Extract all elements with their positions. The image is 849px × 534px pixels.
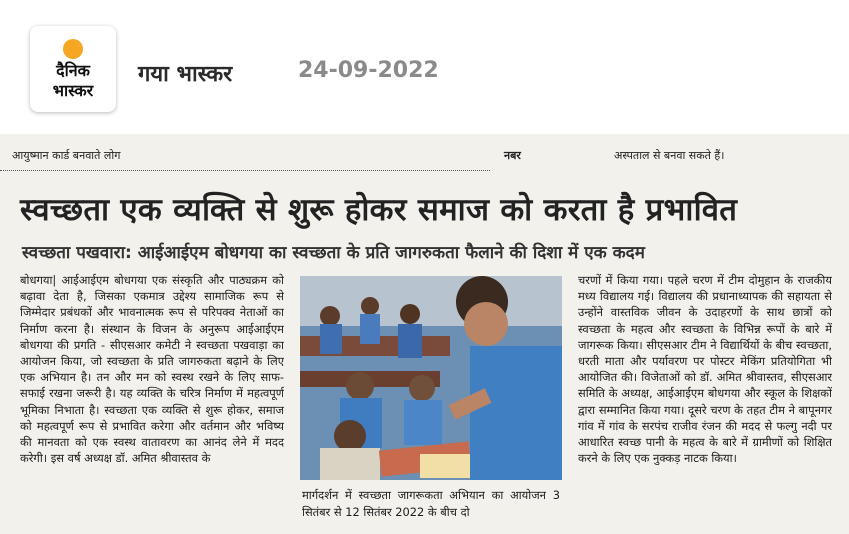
page-header <box>0 0 849 120</box>
classroom-photo-illustration <box>300 276 562 480</box>
column-3-text: चरणों में किया गया। पहले चरण में टीम दोमुहान के राजकीय मध्य विद्यालय गई। विद्यालय की प्रधानाध्यापक की सहायता से उन्होंने वास्तविक जीवन के उदाहरणों के साथ छात्रों को स्वच्छता के महत्व और स्वच्छता के विभिन्न रूपों के बारे में जागरूक किया। सीएसआर टीम ने विद्यार्थियों के बीच स्वच्छता, धरती माता और पर्यावरण पर पोस्टर मेकिंग प्रतियोगिता भी आयोजित की। विजेताओं को डॉ. अमित श्रीवास्तव, सीएसआर समिति के अध्यक्ष, आईआईएम बोधगया और स्कूल के शिक्षकों द्वारा सम्मानित किया गया। दूसरे चरण के तहत टीम ने बापूनगर गांव में गांव के सरपंच राजीव रंजन की मदद से फल्गु नदी पर आधारित स्वच्छ पानी के महत्व के बारे में ग्रामीणों को शिक्षित करने के लिए एक नुक्कड़ नाटक किया। <box>578 273 832 466</box>
logo-text-dainik: दैनिक <box>56 61 90 80</box>
article-photo <box>300 276 562 480</box>
article-column-1 <box>20 272 284 524</box>
photo-caption-text: मार्गदर्शन में स्वच्छता जागरूकता अभियान का आयोजन 3 सितंबर से 12 सितंबर 2022 के बीच दो <box>302 488 560 519</box>
article-subheadline: स्वच्छता पखवारा: आईआईएम बोधगया का स्वच्छता के प्रति जागरुकता फैलाने की दिशा में एक कदम <box>22 243 645 263</box>
column-1-text: बोधगया| आईआईएम बोधगया एक संस्कृति और पाठ्यक्रम को बढ़ावा देता है, जिसका एकमात्र उद्देश्य सामाजिक रूप से जिम्मेदार प्रबंधकों और भावनात्मक रूप से परिपक्व नेताओं का निर्माण करना है। संस्थान के विजन के अनुरूप आईआईएम बोधगया की प्रगति - सीएसआर कमेटी ने स्वच्छता पखवाड़ा का आयोजन किया, जो स्वच्छता के प्रति जागरुकता बढ़ाने के लिए एक अभियान है। तन और मन को स्वस्थ रखने के लिए साफ-सफाई रखना जरूरी है। यह व्यक्ति के चरित्र निर्माण में महत्वपूर्ण भूमिका निभाता है। स्वच्छता एक व्यक्ति से शुरू होकर, समाज को महत्वपूर्ण रूप से प्रभावित करेगा और वर्तमान और भविष्य की मानवता को एक स्वस्थ वातावरण का आनंद लेने में मदद करेगी। इस वर्ष अध्यक्ष डॉ. अमित श्रीवास्तव के <box>20 273 284 466</box>
sun-icon <box>63 39 83 59</box>
divider-rule <box>0 170 490 171</box>
edition-date: 24-09-2022 <box>298 58 439 83</box>
prev-article-caption: आयुष्मान कार्ड बनवाते लोग <box>12 149 121 162</box>
logo-text-bhaskar: भास्कर <box>52 81 94 100</box>
prev-article-text: अस्पताल से बनवा सकते हैं। <box>614 149 725 162</box>
edition-name: गया भास्कर <box>138 62 233 87</box>
dainik-bhaskar-logo[interactable] <box>30 26 116 112</box>
article-column-3 <box>578 272 832 524</box>
article-headline: स्वच्छता एक व्यक्ति से शुरू होकर समाज को करता है प्रभावित <box>20 192 738 228</box>
prev-article-fragment: नबर <box>504 149 521 162</box>
